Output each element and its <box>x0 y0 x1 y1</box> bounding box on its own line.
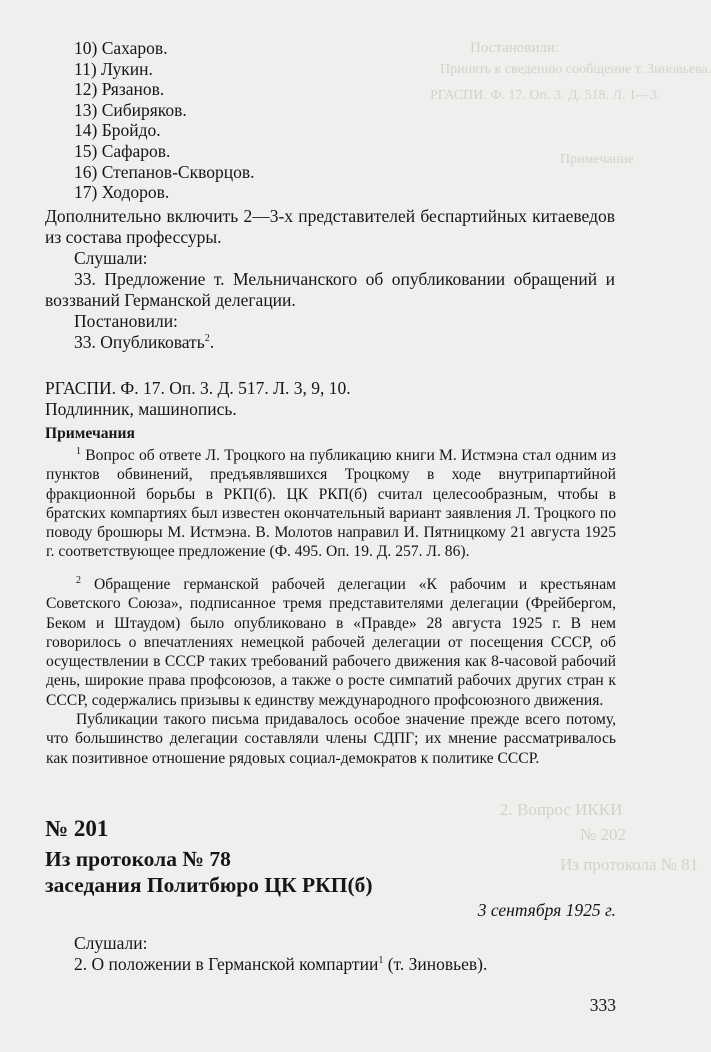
heard-label: Слушали: <box>74 248 148 268</box>
additional-paragraph: Дополнительно включить 2—3-х представителей беспартийных китаеведов из состава профессуры. <box>45 206 615 247</box>
member-list <box>74 38 254 203</box>
list-item: 13) Сибиряков. <box>74 99 187 120</box>
document-title <box>45 846 373 898</box>
list-item: 15) Сафаров. <box>74 140 171 161</box>
footnote-marker-1: 1 <box>76 445 81 457</box>
list-item: 16) Степанов-Скворцов. <box>74 161 255 182</box>
footnote-marker-2: 2 <box>76 574 81 586</box>
note-2 <box>46 575 616 768</box>
item-2 <box>74 954 614 975</box>
document-date: 3 сентября 1925 г. <box>477 900 616 920</box>
note-1-text: Вопрос об ответе Л. Троцкого на публикацию книги М. Истмэна стал одним из пунктов обвинений, предъявлявшихся Троцкому в ходе внутрипартийной фракционной борьбы в РКП(б). ЦК РКП(б) считал целесообразным, чтобы в братских компартиях был известен окончательный вариант заявления Л. Троцкого по поводу брошюры М. Истмэна. В. Молотов направил И. Пятницкому 21 августа 1925 г. соответствующее предложение (Ф. 495. Оп. 19. Д. 257. Л. 86). <box>46 447 616 561</box>
list-item: 17) Ходоров. <box>74 182 170 203</box>
document-title-line-1: Из протокола № 78 <box>45 847 231 871</box>
list-item: 12) Рязанов. <box>74 79 165 100</box>
note-2-continuation: Публикации такого письма придавалось особое значение прежде всего потому, что большинство делегации составляли члены СДПГ; их мнение рассматривалось как позитивное отношение рядовых социал-демократов к политике СССР. <box>46 711 616 767</box>
notes-heading: Примечания <box>45 425 135 442</box>
decision-33: 33. Опубликовать$^2$. <box>74 332 215 352</box>
document-title-line-2: заседания Политбюро ЦК РКП(б) <box>45 873 373 897</box>
document-number: № 201 <box>45 816 109 841</box>
original-note: Подлинник, машинопись. <box>45 399 237 419</box>
source-reference: РГАСПИ. Ф. 17. Оп. 3. Д. 517. Л. 3, 9, 10. <box>45 378 351 398</box>
list-item: 11) Лукин. <box>74 58 153 79</box>
item-2-text: 2. О положении в Германской компартии <box>74 954 379 974</box>
item-33-text: 33. Предложение т. Мельничанского об опубликовании обращений и воззваний Германской делегации. <box>45 269 615 310</box>
footnote-ref-1: 1 <box>378 955 384 967</box>
page-number: 333 <box>589 995 616 1015</box>
list-item: 10) Сахаров. <box>74 38 168 58</box>
footnote-ref-2: 2 <box>204 333 210 345</box>
heard-label-2: Слушали: <box>74 933 148 953</box>
note-1 <box>46 446 616 562</box>
note-2-text: Обращение германской рабочей делегации «К рабочим и крестьянам Советского Союза», подписанное тремя представителями делегации (Фрейбергом, Беком и Штаудом) было опубликовано в «Правде» 28 августа 1925 г. В нем говорилось о впечатлениях немецкой рабочей делегации от посещения СССР, об осуществлении в СССР таких требований рабочего движения как 8-часовой рабочий день, широкие права профсоюзов, а также о росте симпатий рабочих других стран к СССР, содержались призывы к единству международного профсоюзного движения. <box>46 576 616 709</box>
resolved-label: Постановили: <box>74 311 178 331</box>
item-2-tail: (т. Зиновьев). <box>383 954 488 974</box>
decision-33-text: 33. Опубликовать <box>74 332 205 352</box>
item-33 <box>45 269 615 310</box>
list-item: 14) Бройдо. <box>74 120 161 141</box>
